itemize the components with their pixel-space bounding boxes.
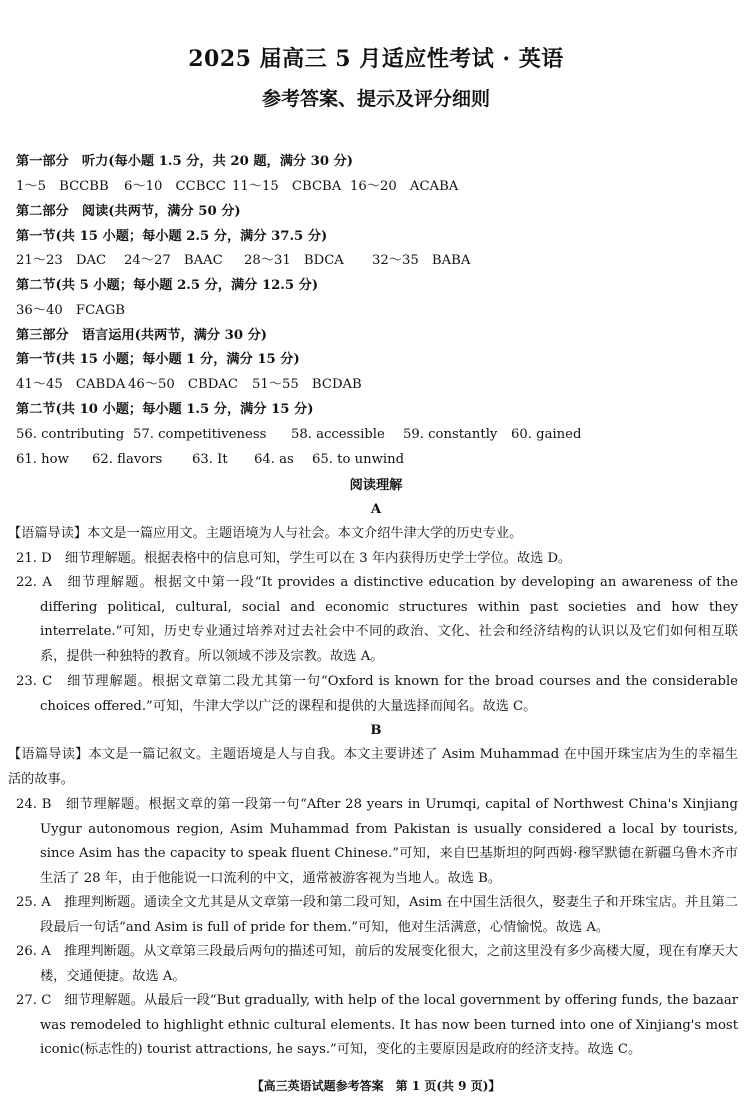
- answer-group: 41～45 CABDA: [16, 377, 126, 392]
- answer-group: 1～5 BCCBB: [16, 179, 109, 194]
- answer-group: 24～27 BAAC: [124, 253, 223, 268]
- part3-heading: 第三部分 语言运用(共两节，满分 30 分): [16, 328, 268, 343]
- question-27: 27. C 细节理解题。从最后一段“But gradually, with help of the local government by offering funds, the bazaar was remodeled to highlight ethnic cultural elements. It has now been turned into one of Xinjiang's most iconic(标志性的) tourist attractions, he says.”可知，变化的主要原因是政府的经济支持。故选 C。: [16, 993, 738, 1057]
- answer-item: 62. flavors: [92, 452, 163, 467]
- part3-section1-heading: 第一节(共 15 小题；每小题 1 分，满分 15 分): [16, 352, 300, 367]
- part3-section2-heading: 第二节(共 10 小题；每小题 1.5 分，满分 15 分): [16, 402, 314, 417]
- answer-group: 11～15 CBCBA: [232, 179, 342, 194]
- page-subtitle: 参考答案、提示及评分细则: [261, 88, 490, 110]
- part2-section1-heading: 第一节(共 15 小题；每小题 2.5 分，满分 37.5 分): [16, 229, 328, 244]
- part2-section2-answers: 36～40 FCAGB: [16, 303, 125, 318]
- answer-group: 6～10 CCBCC: [124, 179, 226, 194]
- page-footer: 【高三英语试题参考答案 第 1 页(共 9 页)】: [251, 1079, 501, 1093]
- passage-a-label: A: [370, 502, 382, 517]
- answer-item: 64. as: [254, 452, 294, 467]
- answer-item: 63. It: [192, 452, 228, 467]
- answer-group: 51～55 BCDAB: [252, 377, 362, 392]
- page-title: 2025 届高三 5 月适应性考试 · 英语: [188, 46, 564, 72]
- part3-section2-row1: [16, 426, 581, 444]
- answer-item: 57. competitiveness: [133, 427, 267, 442]
- part3-section1-answers: [16, 376, 362, 394]
- part2-section2-heading: 第二节(共 5 小题；每小题 2.5 分，满分 12.5 分): [16, 278, 319, 293]
- passage-a-guide: 【语篇导读】本文是一篇应用文。主题语境为人与社会。本文介绍牛津大学的历史专业。: [8, 526, 523, 541]
- question-24: 24. B 细节理解题。根据文章的第一段第一句“After 28 years in Urumqi, capital of Northwest China's Xinjiang Uygur autonomous region, Asim Muhammad from Pakistan is usually considered a local by tourists, since Asim has the capacity to speak fluent Chinese.”可知，来自巴基斯坦的阿西姆·穆罕默德在新疆乌鲁木齐市生活了 28 年，由于他能说一口流利的中文，通常被游客视为当地人。故选 B。: [16, 797, 738, 886]
- question-26: 26. A 推理判断题。从文章第三段最后两句的描述可知，前后的发展变化很大，之前这里没有多少高楼大厦，现在有摩天大楼，交通便捷。故选 A。: [16, 944, 738, 984]
- answer-item: 58. accessible: [291, 427, 385, 442]
- answer-group: 28～31 BDCA: [244, 253, 344, 268]
- answer-item: 59. constantly: [403, 427, 498, 442]
- reading-heading: 阅读理解: [349, 478, 403, 493]
- answer-item: 65. to unwind: [312, 452, 405, 467]
- answer-item: 56. contributing: [16, 427, 125, 442]
- question-23: 23. C 细节理解题。根据文章第二段尤其第一句“Oxford is known for the broad courses and the considerable choices offered.”可知，牛津大学以广泛的课程和提供的大量选择而闻名。故选 C。: [16, 674, 738, 714]
- part1-heading: 第一部分 听力(每小题 1.5 分，共 20 题，满分 30 分): [16, 154, 354, 169]
- answer-item: 60. gained: [511, 427, 582, 442]
- part1-answers: [16, 178, 458, 196]
- part2-heading: 第二部分 阅读(共两节，满分 50 分): [16, 204, 241, 219]
- part2-section1-answers: [16, 252, 470, 270]
- question-22: 22. A 细节理解题。根据文中第一段“It provides a distinctive education by developing an awareness of the differing political, cultural, social and economic structures within past societies and how they interrelate.”可知，历史专业通过培养对过去社会中不同的政治、文化、社会和经济结构的认识以及它们如何相互联系，提供一种独特的教育。所以领域不涉及宗教。故选 A。: [16, 575, 738, 664]
- answer-group: 46～50 CBDAC: [128, 377, 238, 392]
- answer-item: 61. how: [16, 452, 69, 467]
- answer-group: 16～20 ACABA: [350, 179, 459, 194]
- passage-b-guide: 【语篇导读】本文是一篇记叙文。主题语境是人与自我。本文主要讲述了 Asim Muhammad 在中国开珠宝店为生的幸福生活的故事。: [8, 747, 738, 787]
- question-25: 25. A 推理判断题。通读全文尤其是从文章第一段和第二段可知，Asim 在中国生活很久，娶妻生子和开珠宝店。并且第二段最后一句话“and Asim is full of pride for them.”可知，他对生活满意，心情愉悦。故选 A。: [16, 895, 738, 935]
- answer-group: 21～23 DAC: [16, 253, 107, 268]
- answer-group: 32～35 BABA: [372, 253, 471, 268]
- part3-section2-row2: [16, 451, 404, 469]
- passage-b-label: B: [370, 723, 382, 738]
- question-21: 21. D 细节理解题。根据表格中的信息可知，学生可以在 3 年内获得历史学士学位。故选 D。: [16, 551, 572, 566]
